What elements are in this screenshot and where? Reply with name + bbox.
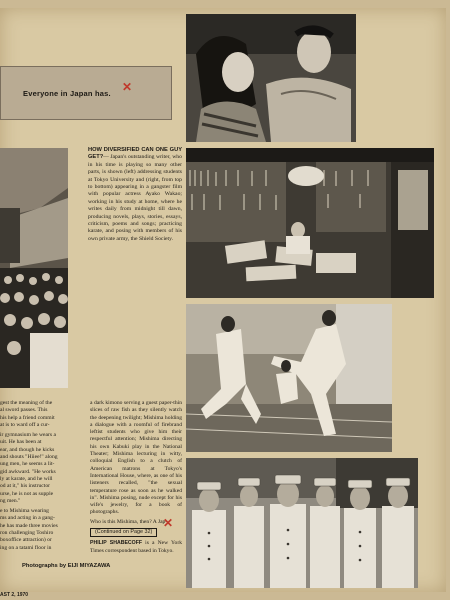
text-line: his help a friend commit [0, 414, 55, 421]
text-line: od at it," his instructor [0, 483, 50, 490]
text-line: urse, he is not as supple [0, 490, 54, 497]
issue-date: AST 2, 1970 [0, 592, 29, 598]
text-line: ms and acting in a gang- [0, 515, 55, 522]
text-line: ly at karate, and he will [0, 475, 53, 482]
text-line: at is to ward off a cur- [0, 421, 50, 428]
caption-body: — Japan's outstanding writer, who in his time is playing so many other parts, is shown (left) addressing students at Tokyo University and (right, from top to bottom) appearing in a gangster film with popular actress Ayako Wakao; working in his study at home, where he writes daily from midnight till dawn, producing novels, plays, stories, essays, criticism, poems and songs; practicing karate, and posing with members of his own private army, the Shield Society. [88, 154, 182, 242]
photo-study [186, 148, 434, 298]
signature [90, 540, 182, 555]
text-line: ung men, he seems a lit- [0, 461, 55, 468]
magazine-page [0, 8, 446, 598]
text-line: he has made three movies [0, 522, 58, 529]
caption-headline: HOW DIVERSIFIED CAN ONE GUY GET? [88, 147, 182, 161]
photo-film-still [186, 14, 356, 142]
photo-karate [186, 304, 392, 452]
text-line: gid awkward. "He works [0, 468, 56, 475]
signature-text: is a New York Times correspondent based in Tokyo. [90, 540, 182, 554]
text-line: ng men." [0, 497, 21, 504]
signature-name: PHILIP SHABECOFF [90, 540, 143, 547]
text-line: uit. He has been at [0, 439, 42, 446]
text-line: ron challenging Toshiro [0, 530, 54, 537]
middle-column-text [90, 400, 182, 555]
text-line: boxoffice attraction) or [0, 537, 52, 544]
photo-credit: Photographs by EIJI MIYAZAWA [22, 563, 111, 569]
text-line: e to Mishima wearing [0, 508, 49, 515]
banner-text: Everyone in Japan has. [23, 88, 111, 98]
text-line: al sword passes. This [0, 407, 48, 414]
section-banner [0, 66, 172, 120]
photo-shield-society [186, 458, 418, 588]
photo-caption [88, 147, 182, 243]
text-line: gest the meaning of the [0, 400, 53, 406]
middle-question: Who is this Mishima, then? A Jap- [90, 518, 168, 525]
red-x-mark: ✕ [163, 516, 174, 530]
middle-body: a dark kimono serving a guest paper-thin slices of raw fish as they silently watch the deepening twilight; Mishima holding a dialogue with a roomful of firebrand leftist students who give him their respectful attention; Mishima directing his own Kabuki play in the National Theater; Mishima lecturing in witty, colloquial English to a clutch of American matrons at Tokyo's International House, where, as one of his listeners recalled, "the sexual temperature rose as soon as he walked in". Mishima posing, nude except for his wife's jewelry, for a book of photographs. [90, 400, 182, 516]
continued-link[interactable]: (Continued on Page 32) [90, 528, 157, 537]
red-x-mark: ✕ [122, 80, 133, 94]
text-line: ir gymnasium he wears a [0, 432, 56, 439]
text-line: ing on a tatami floor in [0, 544, 52, 551]
text-line: and shouts "Hiiee!" along [0, 454, 58, 461]
photo-lecture-hall [0, 148, 68, 388]
left-column-text [0, 400, 84, 552]
text-line: ear, and though he kicks [0, 446, 55, 453]
